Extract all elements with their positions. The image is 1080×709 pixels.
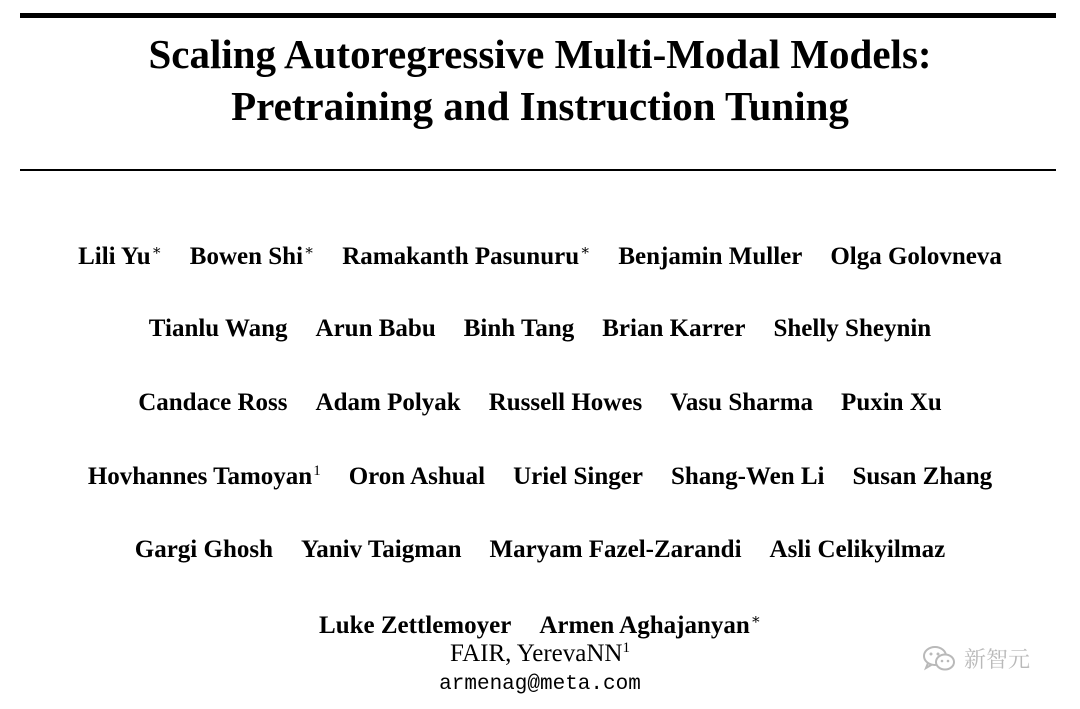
author-name [301,536,462,564]
author-name [841,389,942,417]
author-name [349,463,485,491]
author-name-text: Armen Aghajanyan [539,612,750,639]
author-name-text: Puxin Xu [841,389,942,416]
author-mark: ∗ [750,612,761,628]
author-name-text: Gargi Ghosh [134,536,273,563]
author-mark: ∗ [580,243,591,259]
author-name-text: Luke Zettlemoyer [319,612,512,639]
title-line-1: Scaling Autoregressive Multi-Modal Models: [148,31,932,77]
author-name-text: Russell Howes [488,389,643,416]
author-name-text: Uriel Singer [513,463,643,490]
watermark-text: 新智元 [964,648,1031,673]
author-name-text: Maryam Fazel-Zarandi [489,536,742,563]
author-name-text: Shang-Wen Li [670,463,825,490]
author-name [670,389,813,417]
author-name [490,536,742,564]
author-name [135,536,273,564]
author-name-text: Binh Tang [463,315,575,342]
author-name [88,463,321,491]
author-name [602,315,745,343]
wechat-icon [922,645,956,673]
paper-title [0,28,1080,132]
author-row [0,536,1080,564]
author-name-text: Shelly Sheynin [773,315,932,342]
author-name [513,463,643,491]
author-name-text: Vasu Sharma [670,389,814,416]
author-mark: 1 [313,463,321,479]
author-name [618,243,802,271]
affiliation-text: FAIR, YerevaNN [450,640,623,667]
author-name-text: Oron Ashual [348,463,486,490]
watermark [922,643,1030,674]
author-row [0,389,1080,417]
author-name-text: Olga Golovneva [830,243,1002,270]
author-name [489,389,642,417]
title-line-2: Pretraining and Instruction Tuning [231,83,849,129]
author-row [0,315,1080,343]
author-name [138,389,287,417]
author-name [539,610,761,640]
author-row [0,463,1080,491]
author-name [190,241,314,271]
author-name [319,612,511,640]
author-name-text: Arun Babu [315,315,436,342]
author-name-text: Ramakanth Pasunuru [342,243,580,270]
author-name-text: Yaniv Taigman [301,536,462,563]
author-name-text: Asli Celikyilmaz [769,536,946,563]
author-name-text: Bowen Shi [189,243,304,270]
author-name [78,241,162,271]
author-name [316,315,436,343]
author-row [0,610,1080,640]
author-name [830,243,1002,271]
author-name [149,315,288,343]
author-name [852,463,992,491]
author-name [774,315,932,343]
affiliation-mark: 1 [622,640,630,656]
author-name-text: Hovhannes Tamoyan [87,463,313,490]
top-rule [20,13,1056,18]
author-name-text: Brian Karrer [602,315,746,342]
affiliation [0,640,1080,668]
author-email: armenag@meta.com [439,673,641,696]
author-name [770,536,946,564]
author-name [342,241,590,271]
author-name-text: Susan Zhang [852,463,993,490]
author-name [464,315,575,343]
author-name [671,463,825,491]
author-name-text: Tianlu Wang [148,315,288,342]
author-name-text: Candace Ross [138,389,288,416]
author-name-text: Lili Yu [78,243,151,270]
author-name [316,389,461,417]
author-name-text: Adam Polyak [315,389,461,416]
author-row [0,241,1080,271]
author-mark: ∗ [151,243,162,259]
author-mark: ∗ [304,243,315,259]
bottom-rule [20,169,1056,171]
author-name-text: Benjamin Muller [618,243,803,270]
